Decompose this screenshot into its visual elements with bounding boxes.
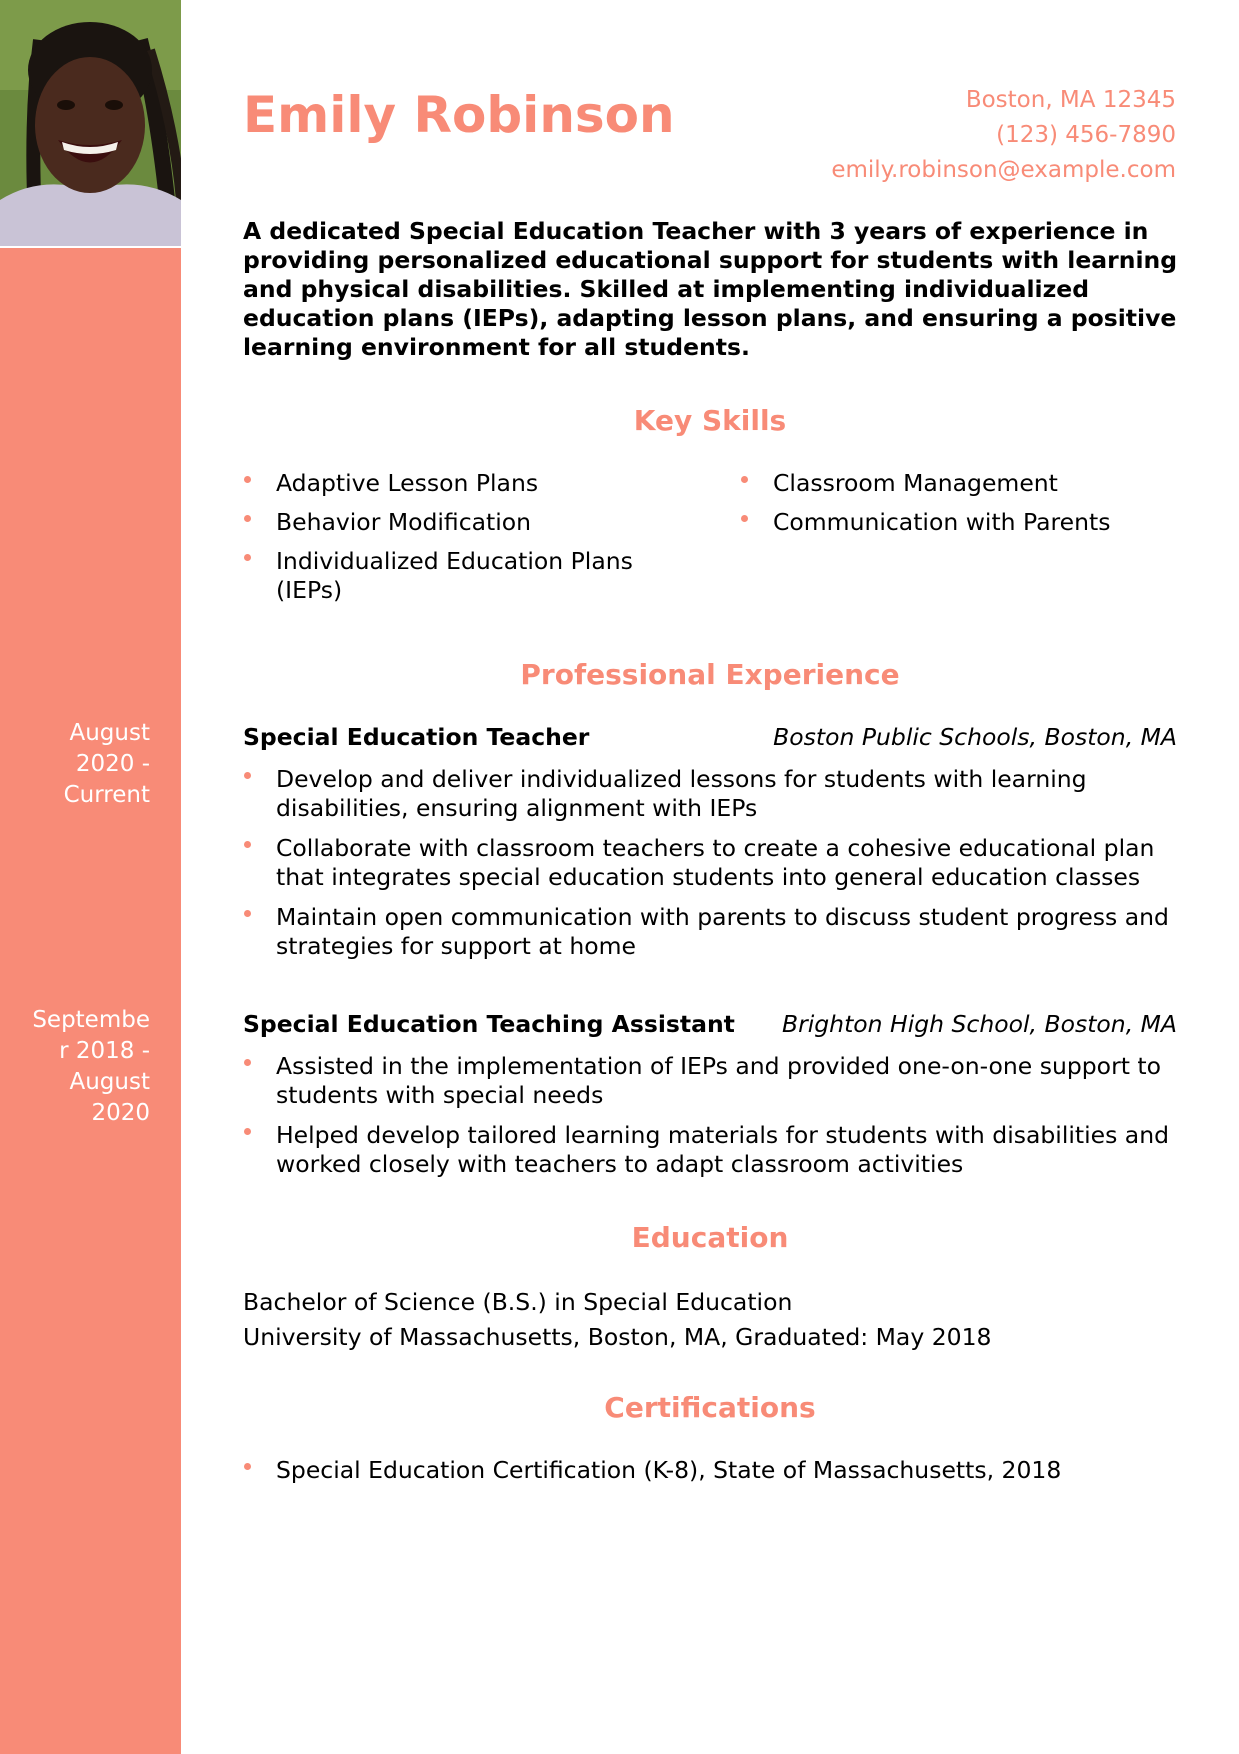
portrait-illustration <box>0 0 181 246</box>
certification-item: Special Education Certification (K-8), State of Massachusetts, 2018 <box>243 1456 1177 1485</box>
contact-phone: (123) 456-7890 <box>996 122 1176 148</box>
education-details <box>243 1285 992 1355</box>
job-bullet: Maintain open communication with parents to discuss student progress and strategies for support at home <box>243 903 1177 961</box>
skills-list-left <box>243 469 673 615</box>
certifications-list <box>243 1456 1177 1485</box>
experience-heading: Professional Experience <box>520 658 900 691</box>
job-1-bullets <box>243 765 1177 972</box>
job-2-dates <box>10 1005 150 1129</box>
skill-item: Communication with Parents <box>740 508 1170 537</box>
skills-list-right <box>740 469 1170 547</box>
skill-item: Behavior Modification <box>243 508 673 537</box>
job-1-dates-line: 2020 - <box>75 751 150 777</box>
job-2-company: Brighton High School, Boston, MA <box>781 1010 1177 1038</box>
job-bullet: Collaborate with classroom teachers to create a cohesive educational plan that integrates special education students into general education classes <box>243 834 1177 892</box>
profile-photo <box>0 0 181 248</box>
contact-location: Boston, MA 12345 <box>965 87 1176 113</box>
skill-item: Individualized Education Plans (IEPs) <box>243 547 673 605</box>
job-2-bullets <box>243 1052 1177 1190</box>
education-school: University of Massachusetts, Boston, MA, Graduated: May 2018 <box>243 1323 992 1351</box>
job-bullet: Develop and deliver individualized lessons for students with learning disabilities, ensuring alignment with IEPs <box>243 765 1177 823</box>
contact-email: emily.robinson@example.com <box>831 157 1176 183</box>
skill-item: Adaptive Lesson Plans <box>243 469 673 498</box>
job-2-dates-line: August <box>69 1069 150 1095</box>
certifications-heading: Certifications <box>604 1391 816 1424</box>
job-1-dates-line: Current <box>63 782 150 808</box>
candidate-name: Emily Robinson <box>243 86 675 144</box>
education-degree: Bachelor of Science (B.S.) in Special Education <box>243 1288 793 1316</box>
contact-info <box>831 83 1176 188</box>
professional-summary: A dedicated Special Education Teacher with 3 years of experience in providing personalized educational support for students with learning and physical disabilities. Skilled at implementing individualized education plans (IEPs), adapting lesson plans, and ensuring a positive learning environment for all students. <box>243 217 1178 361</box>
job-bullet: Assisted in the implementation of IEPs and provided one-on-one support to students with special needs <box>243 1052 1177 1110</box>
job-2-dates-line: r 2018 - <box>59 1038 150 1064</box>
job-1-company: Boston Public Schools, Boston, MA <box>773 723 1177 751</box>
skill-item: Classroom Management <box>740 469 1170 498</box>
job-2-dates-line: Septembe <box>32 1007 150 1033</box>
job-2-dates-line: 2020 <box>91 1100 150 1126</box>
job-1-header <box>243 722 1177 752</box>
education-heading: Education <box>631 1221 789 1254</box>
job-1-dates-line: August <box>69 720 150 746</box>
job-bullet: Helped develop tailored learning materials for students with disabilities and worked closely with teachers to adapt classroom activities <box>243 1121 1177 1179</box>
job-1-dates <box>10 718 150 811</box>
job-2-title: Special Education Teaching Assistant <box>243 1010 735 1038</box>
skills-heading: Key Skills <box>633 404 787 437</box>
sidebar <box>0 0 181 1754</box>
job-1-title: Special Education Teacher <box>243 723 590 751</box>
job-2-header <box>243 1009 1177 1039</box>
